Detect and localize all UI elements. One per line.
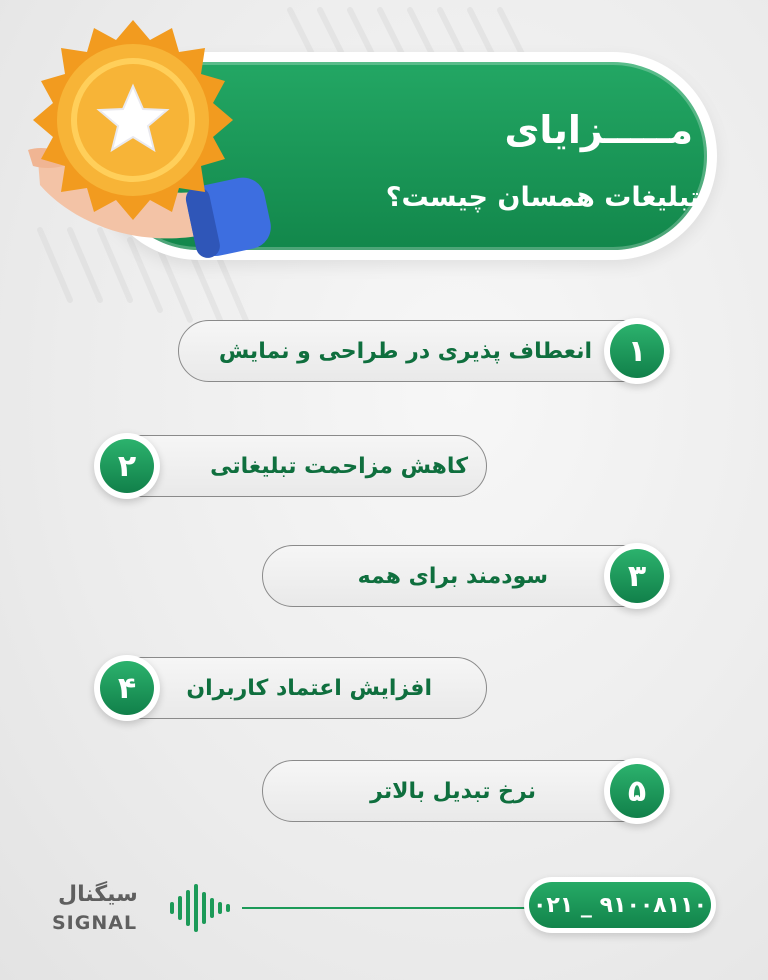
medal-star-icon	[18, 10, 278, 270]
footer-divider	[242, 907, 528, 909]
sound-wave-icon	[166, 884, 238, 932]
number-badge	[604, 758, 670, 824]
list-item-label: انعطاف پذیری در طراحی و نمایش	[218, 338, 592, 364]
number-badge	[604, 543, 670, 609]
number-badge	[604, 318, 670, 384]
list-item-label: نرخ تبدیل بالاتر	[370, 778, 536, 804]
phone-badge[interactable]	[524, 877, 716, 933]
phone-number: ۰۲۱ _ ۹۱۰۰۸۱۱۰	[529, 882, 711, 928]
number-badge-label: ۳	[610, 549, 664, 603]
brand-logo-persian: سیگنال	[58, 882, 138, 907]
number-badge-label: ۱	[610, 324, 664, 378]
page-title: مـــــزایای	[504, 108, 693, 152]
list-item-label: سودمند برای همه	[357, 563, 548, 589]
number-badge	[94, 433, 160, 499]
number-badge-label: ۵	[610, 764, 664, 818]
number-badge	[94, 655, 160, 721]
page-subtitle: تبلیغات همسان چیست؟	[385, 182, 700, 213]
list-item-label: کاهش مزاحمت تبلیغاتی	[210, 453, 468, 479]
brand-logo-latin: SIGNAL	[52, 912, 138, 934]
list-item-label: افزایش اعتماد کاربران	[186, 675, 432, 701]
number-badge-label: ۲	[100, 439, 154, 493]
number-badge-label: ۴	[100, 661, 154, 715]
